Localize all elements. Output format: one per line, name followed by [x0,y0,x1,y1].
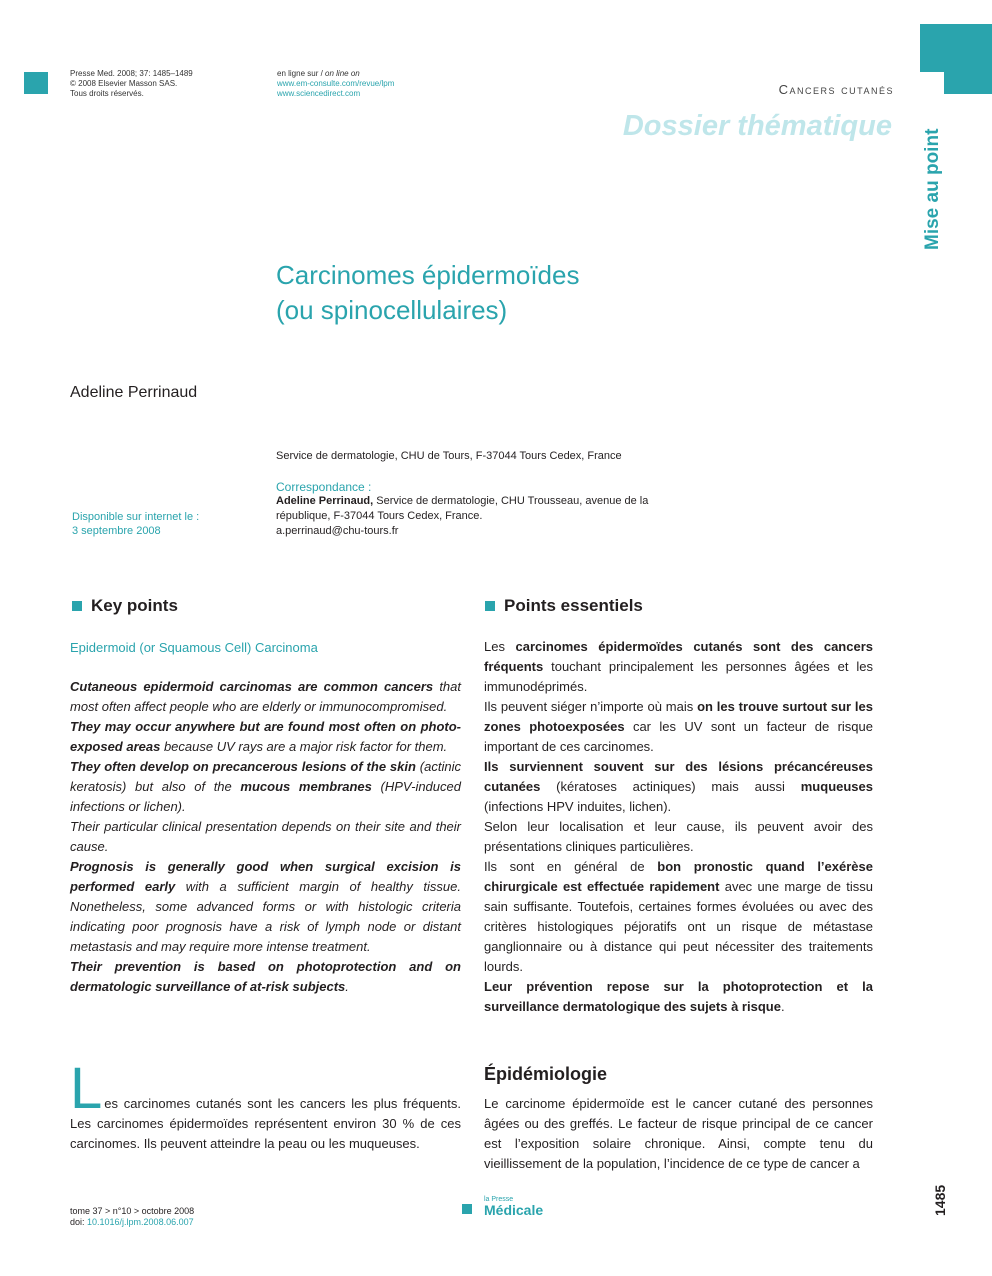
heading-bullet-square [485,601,495,611]
logo-small-text: la Presse [484,1196,514,1203]
issue-line: tome 37 > n°10 > octobre 2008 [70,1206,195,1216]
citation-block [70,69,193,99]
kp-paragraph: They often develop on precancerous lesions of the skin (actinic keratosis) but also of the mucous membranes (HPV-induced infections or lichen). [70,759,461,814]
online-label: en ligne sur / on line on [277,69,360,78]
epidemiology-heading: Épidémiologie [484,1064,608,1084]
footer-issue [70,1206,194,1228]
journal-logo [484,1196,543,1217]
side-tab-label: Mise au point [922,128,943,250]
dossier-title: Dossier thématique [622,110,892,142]
article-title [276,258,579,328]
availability [72,510,199,538]
correspondence-block [276,480,656,539]
pe-paragraph: Selon leur localisation et leur cause, ils peuvent avoir des présentations cliniques particulières. [484,819,873,854]
kp-paragraph: Cutaneous epidermoid carcinomas are common cancers that most often affect people who are elderly or immunocompromised. [70,679,462,714]
affiliation: Service de dermatologie, CHU de Tours, F-37044 Tours Cedex, France [276,450,622,462]
availability-date: 3 septembre 2008 [72,525,161,537]
points-essentiels-heading: Points essentiels [485,596,643,616]
kp-paragraph: They may occur anywhere but are found most often on photo-exposed areas because UV rays are a major risk factor for them. [70,719,461,754]
citation-line: Presse Med. 2008; 37: 1485–1489 [70,69,193,78]
corner-tab-notch [920,72,944,94]
logo-square [462,1204,472,1214]
corner-square-topleft [24,72,48,94]
copyright-line: © 2008 Elsevier Masson SAS. [70,79,178,88]
drop-cap: L [70,1056,103,1121]
key-points-heading: Key points [72,596,178,616]
title-line-2: (ou spinocellulaires) [276,295,508,325]
key-points-subtitle: Epidermoid (or Squamous Cell) Carcinoma [70,640,318,655]
correspondence-label: Correspondance : [276,480,372,494]
heading-bullet-square [72,601,82,611]
doi-link[interactable]: 10.1016/j.lpm.2008.06.007 [87,1217,194,1227]
epidemiology-text: Le carcinome épidermoïde est le cancer cutané des personnes âgées ou des greffés. Le facteur de risque principal de ce cancer est l’exposition solaire chronique. Ainsi, compte tenu du vieillissement de la population, l’incidence de ce type de cancer a [484,1096,873,1171]
kp-paragraph: Prognosis is generally good when surgical excision is performed early with a sufficient margin of healthy tissue. Nonetheless, some advanced forms or with histologic criteria indicating poor prognosis have a risk of lymph node or distant metastasis and may require more intense treatment. [70,859,461,954]
kp-paragraph: Their particular clinical presentation depends on their site and their cause. [70,819,461,854]
correspondence-address: Adeline Perrinaud, Service de dermatologie, CHU Trousseau, avenue de la république, F-37044 Tours Cedex, France. a.perrinaud@chu-tours.fr [276,495,649,537]
doi-line: doi: 10.1016/j.lpm.2008.06.007 [70,1217,194,1227]
page-number: 1485 [932,1184,948,1216]
online-block [277,69,394,99]
pe-paragraph: Ils sont en général de bon pronostic quand l’exérèse chirurgicale est effectuée rapidement avec une marge de tissu sain suffisante. Toutefois, certaines formes évoluées ou avec des critères histologiques péjoratifs ont un risque de métastase ganglionnaire ou à distance qui peut nécessiter des traitements lourds. [484,859,873,974]
title-line-1: Carcinomes épidermoïdes [276,260,580,290]
points-essentiels-text [484,637,873,1017]
link-em-consulte[interactable]: www.em-consulte.com/revue/lpm [277,79,395,88]
key-points-text [70,677,461,997]
logo-big-text: Médicale [484,1202,544,1218]
link-sciencedirect[interactable]: www.sciencedirect.com [277,89,361,98]
kp-paragraph: Their prevention is based on photoprotection and on dermatologic surveillance of at-risk subjects. [70,959,461,994]
section-title: Cancers cutanés [778,82,894,97]
pe-paragraph: Ils peuvent siéger n’importe où mais on les trouve surtout sur les zones photoexposées car les UV sont un facteur de risque important de ces carcinomes. [484,699,873,754]
availability-label: Disponible sur internet le : [72,511,200,523]
pe-paragraph: Les carcinomes épidermoïdes cutanés sont des cancers fréquents touchant principalement les personnes âgées et les immunodéprimés. [484,639,873,694]
intro-paragraph [70,1056,461,1154]
pe-paragraph: Leur prévention repose sur la photoprotection et la surveillance dermatologique des sujets à risque. [484,979,873,1014]
correspondence-email[interactable]: a.perrinaud@chu-tours.fr [276,525,399,537]
intro-text: es carcinomes cutanés sont les cancers les plus fréquents. Les carcinomes épidermoïdes représentent environ 30 % de ces carcinomes. Ils peuvent atteindre la peau ou les muqueuses. [70,1096,461,1151]
rights-line: Tous droits réservés. [70,89,144,98]
author-name: Adeline Perrinaud [70,384,198,401]
pe-paragraph: Ils surviennent souvent sur des lésions précancéreuses cutanées (kératoses actiniques) mais aussi muqueuses (infections HPV induites, lichen). [484,759,873,814]
